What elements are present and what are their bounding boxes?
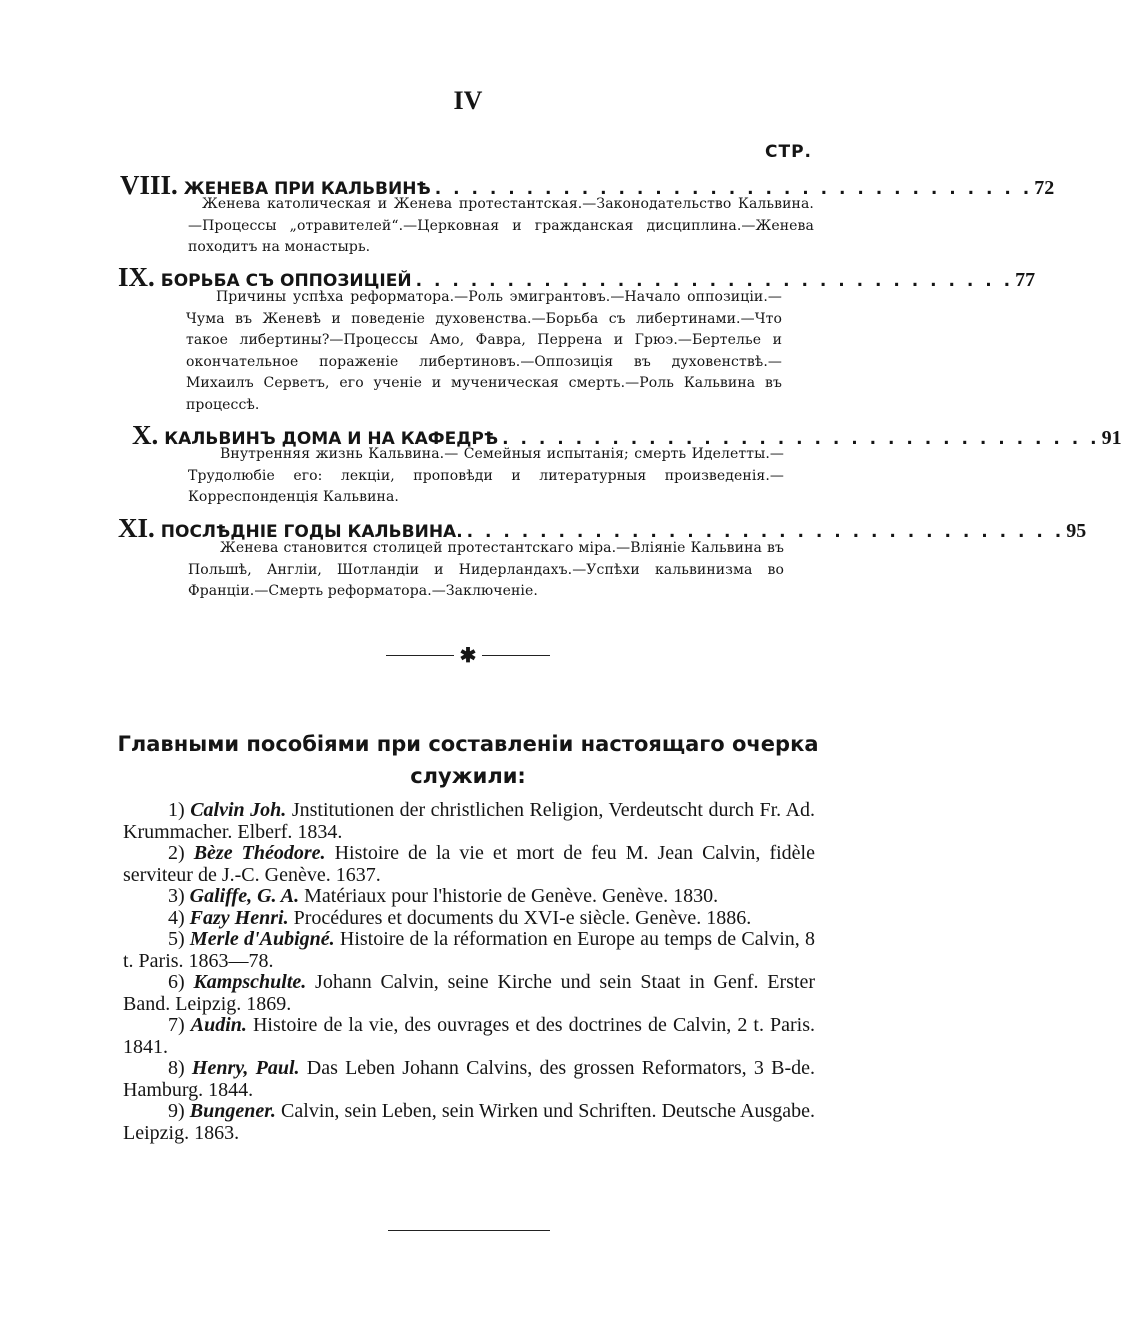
toc-chapter-summary: Женева католическая и Женева протестантская.—Законодательство Кальвина.—Процессы „отравителей“.—Церковная и гражданская дисциплина.—Женева походитъ на монастырь. bbox=[188, 196, 814, 256]
reference-number: 4) bbox=[168, 906, 185, 929]
bottom-rule bbox=[388, 1230, 550, 1231]
reference-number: 7) bbox=[168, 1014, 185, 1036]
reference-text: Histoire de la réformation en Europe au temps de Calvin, 8 t. Paris. 1863—78. bbox=[123, 928, 815, 972]
reference-number: 3) bbox=[168, 885, 185, 907]
reference-text: Calvin, sein Leben, sein Wirken und Schriften. Deutsche Ausgabe. Leipzig. 1863. bbox=[123, 1100, 816, 1144]
reference-number: 5) bbox=[168, 928, 185, 950]
reference-number: 2) bbox=[168, 842, 185, 864]
reference-author: Henry, Paul. bbox=[191, 1057, 300, 1079]
sources-heading: Главными пособіями при составленіи настоящаго очерка служили: bbox=[117, 732, 819, 788]
page-column-label: СТР. bbox=[765, 142, 812, 162]
toc-chapter-summary: Внутренняя жизнь Кальвина.— Семейныя испытанія; смерть Иделетты.—Трудолюбіе его: лекціи, проповѣди и литературныя произведенія.—Корреспонденція Кальвина. bbox=[188, 446, 784, 506]
reference-item bbox=[123, 800, 815, 843]
divider-rule-right bbox=[482, 655, 550, 656]
reference-number: 8) bbox=[168, 1057, 185, 1079]
reference-text: Histoire de la vie, des ouvrages et des doctrines de Calvin, 2 t. Paris. 1841. bbox=[123, 1014, 816, 1058]
toc-roman-numeral: IX. bbox=[118, 262, 155, 292]
reference-number: 1) bbox=[168, 799, 185, 821]
reference-author: Galiffe, G. A. bbox=[189, 885, 300, 907]
reference-list bbox=[123, 800, 815, 1144]
toc-leader-dots: . . . . . . . . . . . . . . . . . . . . . . . . . . . . . . . . . bbox=[502, 429, 1100, 449]
reference-text: Johann Calvin, seine Kirche und sein Staat in Genf. Erster Band. Leipzig. 1869. bbox=[123, 971, 816, 1015]
toc-chapter-title: БОРЬБА СЪ ОППОЗИЦІЕЙ bbox=[160, 271, 412, 291]
reference-item bbox=[123, 972, 815, 1015]
reference-author: Bungener. bbox=[189, 1100, 276, 1122]
toc-roman-numeral: X. bbox=[132, 420, 159, 450]
reference-text: Histoire de la vie et mort de feu M. Jean Calvin, fidèle serviteur de J.-C. Genève. 1637. bbox=[123, 842, 815, 886]
reference-number: 9) bbox=[168, 1100, 185, 1122]
toc-leader-dots: . . . . . . . . . . . . . . . . . . . . . . . . . . . . . . . . . bbox=[434, 179, 1033, 199]
reference-author: Kampschulte. bbox=[193, 971, 307, 993]
toc-chapter-title: ЖЕНЕВА ПРИ КАЛЬВИНѢ bbox=[183, 179, 431, 199]
toc-page-number: 72 bbox=[1034, 177, 1055, 199]
reference-text: Jnstitutionen der christlichen Religion, Verdeutscht durch Fr. Ad. Krummacher. Elberf. 1834. bbox=[123, 799, 816, 843]
reference-item bbox=[123, 1101, 815, 1144]
reference-item bbox=[123, 843, 815, 886]
toc-chapter-summary: Женева становится столицей протестантскаго міра.—Вліяніе Кальвина въ Польшѣ, Англіи, Шотландіи и Нидерландахъ.—Успѣхи кальвинизма во Франціи.—Смерть реформатора.—Заключеніе. bbox=[188, 540, 784, 600]
toc-leader-dots: . . . . . . . . . . . . . . . . . . . . . . . . . . . . . . . . . bbox=[466, 522, 1065, 542]
asterisk-ornament-icon: ✱ bbox=[459, 643, 477, 667]
reference-text: Das Leben Johann Calvins, des grossen Reformators, 3 B-de. Hamburg. 1844. bbox=[123, 1057, 816, 1101]
reference-author: Audin. bbox=[190, 1014, 247, 1036]
toc-chapter-summary: Причины успѣха реформатора.—Роль эмигрантовъ.—Начало оппозиціи.—Чума въ Женевѣ и поведеніе духовенства.—Борьба съ либертинами.—Что такое либертины?—Процессы Амо, Фавра, Перрена и Грюэ.—Бертелье и окончательное пораженіе либертиновъ.—Оппозиція въ духовенствѣ.—Михаилъ Серветъ, его ученіе и мученическая смерть.—Роль Кальвина въ процессѣ. bbox=[186, 289, 782, 413]
ornamental-divider bbox=[386, 645, 550, 665]
reference-item bbox=[123, 886, 815, 908]
reference-item bbox=[123, 908, 815, 930]
toc-page-number: 77 bbox=[1015, 269, 1036, 291]
toc-roman-numeral: VIII. bbox=[120, 170, 178, 200]
reference-author: Calvin Joh. bbox=[190, 799, 287, 821]
reference-item bbox=[123, 929, 815, 972]
reference-item bbox=[123, 1058, 815, 1101]
reference-author: Fazy Henri. bbox=[189, 906, 289, 929]
divider-rule-left bbox=[386, 655, 454, 656]
reference-author: Bèze Théodore. bbox=[193, 842, 326, 864]
toc-leader-dots: . . . . . . . . . . . . . . . . . . . . . . . . . . . . . . . . . bbox=[415, 271, 1014, 291]
toc-roman-numeral: XI. bbox=[118, 513, 155, 543]
page-number: IV bbox=[453, 86, 483, 115]
reference-author: Merle d'Aubigné. bbox=[189, 928, 335, 950]
toc-page-number: 91 bbox=[1101, 427, 1122, 449]
reference-item bbox=[123, 1015, 815, 1058]
reference-text: Procédures et documents du XVI-e siècle. Genève. 1886. bbox=[293, 906, 752, 929]
reference-text: Matériaux pour l'historie de Genève. Genève. 1830. bbox=[304, 885, 719, 907]
toc-chapter-title: ПОСЛѢДНІЕ ГОДЫ КАЛЬВИНА. bbox=[160, 522, 463, 542]
reference-number: 6) bbox=[168, 971, 185, 993]
toc-chapter-title: КАЛЬВИНЪ ДОМА И НА КАФЕДРѢ bbox=[164, 429, 499, 449]
toc-page-number: 95 bbox=[1066, 520, 1087, 542]
